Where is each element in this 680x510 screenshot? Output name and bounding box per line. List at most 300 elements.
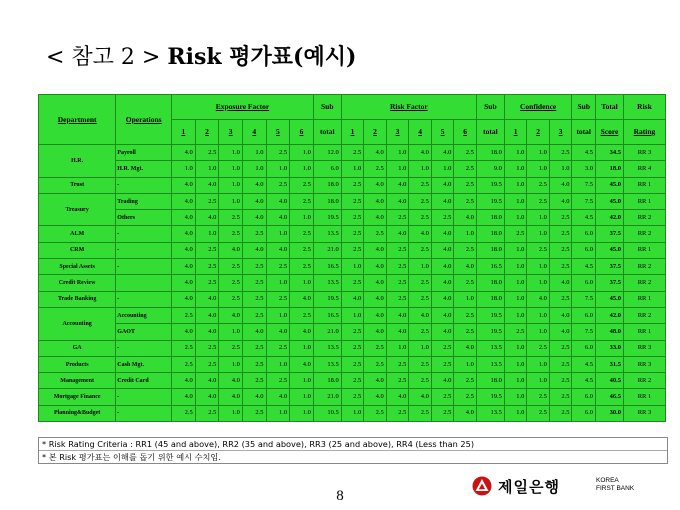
risk-value-cell: 1.0 <box>409 161 432 177</box>
risk-value-cell: 2.5 <box>386 356 409 372</box>
confidence-value-cell: 2.5 <box>527 405 550 421</box>
confidence-value-cell: 1.0 <box>504 210 527 226</box>
confidence-value-cell: 1.0 <box>527 259 550 275</box>
operation-cell: - <box>116 389 172 405</box>
confidence-value-cell: 1.0 <box>504 340 527 356</box>
risk-subtotal-cell: 13.5 <box>476 340 504 356</box>
risk-value-cell: 4.0 <box>454 340 477 356</box>
risk-rating-cell: RR 1 <box>623 324 665 340</box>
risk-col-5: 5 <box>431 120 454 145</box>
table-row <box>39 259 666 275</box>
risk-value-cell: 2.5 <box>454 145 477 161</box>
header-risk-factor: Risk Factor <box>341 95 476 120</box>
confidence-value-cell: 1.0 <box>504 389 527 405</box>
exposure-value-cell: 2.5 <box>266 340 290 356</box>
risk-value-cell: 2.5 <box>341 356 364 372</box>
confidence-value-cell: 2.5 <box>549 405 572 421</box>
risk-value-cell: 2.5 <box>454 373 477 389</box>
risk-value-cell: 2.5 <box>454 193 477 209</box>
confidence-value-cell: 4.0 <box>549 275 572 291</box>
exposure-subtotal-cell: 21.0 <box>313 324 341 340</box>
exposure-subtotal-cell: 21.0 <box>313 242 341 258</box>
exposure-value-cell: 4.0 <box>242 389 266 405</box>
risk-value-cell: 4.0 <box>386 193 409 209</box>
risk-value-cell: 2.5 <box>386 405 409 421</box>
header-exposure-factor: Exposure Factor <box>172 95 314 120</box>
table-row <box>39 275 666 291</box>
confidence-value-cell: 1.0 <box>504 356 527 372</box>
exposure-value-cell: 2.5 <box>195 145 219 161</box>
risk-value-cell: 1.0 <box>409 340 432 356</box>
confidence-value-cell: 2.5 <box>549 145 572 161</box>
department-cell: Planning&Budget <box>39 405 116 421</box>
exposure-value-cell: 4.0 <box>172 145 196 161</box>
department-cell: Mortgage Finance <box>39 389 116 405</box>
risk-value-cell: 2.5 <box>341 226 364 242</box>
title-main: Risk 평가표(예시) <box>167 44 357 70</box>
exposure-value-cell: 2.5 <box>242 259 266 275</box>
risk-value-cell: 4.0 <box>431 193 454 209</box>
confidence-value-cell: 4.0 <box>527 291 550 307</box>
department-cell: Special Assets <box>39 259 116 275</box>
risk-value-cell: 4.0 <box>409 145 432 161</box>
table-row <box>39 193 666 209</box>
table-row <box>39 340 666 356</box>
exposure-value-cell: 4.0 <box>195 324 219 340</box>
risk-value-cell: 4.0 <box>364 324 387 340</box>
total-score-cell: 45.0 <box>596 177 624 193</box>
exposure-value-cell: 1.0 <box>290 161 314 177</box>
confidence-subtotal-cell: 4.5 <box>572 145 596 161</box>
operation-cell: Others <box>116 210 172 226</box>
exposure-value-cell: 1.0 <box>290 210 314 226</box>
exposure-subtotal-cell: 16.5 <box>313 307 341 323</box>
confidence-subtotal-cell: 3.0 <box>572 161 596 177</box>
department-cell: CRM <box>39 242 116 258</box>
confidence-subtotal-cell: 7.5 <box>572 324 596 340</box>
risk-value-cell: 2.5 <box>364 356 387 372</box>
exposure-value-cell: 4.0 <box>242 324 266 340</box>
confidence-value-cell: 1.0 <box>504 307 527 323</box>
risk-value-cell: 4.0 <box>431 145 454 161</box>
header-risk-top: Risk <box>623 95 665 120</box>
risk-value-cell: 2.5 <box>431 389 454 405</box>
risk-subtotal-cell: 19.5 <box>476 324 504 340</box>
header-total-score-top: Total <box>596 95 624 120</box>
total-score-cell: 34.5 <box>596 145 624 161</box>
exposure-subtotal-cell: 6.0 <box>313 161 341 177</box>
exposure-subtotal-cell: 19.5 <box>313 210 341 226</box>
exposure-col-2: 2 <box>195 120 219 145</box>
confidence-subtotal-cell: 6.0 <box>572 340 596 356</box>
department-cell: Treasury <box>39 193 116 226</box>
risk-value-cell: 4.0 <box>386 324 409 340</box>
exposure-value-cell: 2.5 <box>266 145 290 161</box>
risk-rating-cell: RR 2 <box>623 226 665 242</box>
exposure-col-1: 1 <box>172 120 196 145</box>
exposure-value-cell: 2.5 <box>172 340 196 356</box>
bank-name-english-line-1: KOREA <box>596 477 619 484</box>
total-score-cell: 40.5 <box>596 373 624 389</box>
confidence-value-cell: 2.5 <box>549 356 572 372</box>
risk-value-cell: 2.5 <box>454 275 477 291</box>
confidence-value-cell: 1.0 <box>504 242 527 258</box>
department-cell: Products <box>39 356 116 372</box>
risk-value-cell: 2.5 <box>386 373 409 389</box>
risk-value-cell: 2.5 <box>409 373 432 389</box>
header-operations: Operations <box>116 95 172 145</box>
bank-name-korean: 제일은행 <box>498 478 560 496</box>
risk-value-cell: 1.0 <box>341 161 364 177</box>
exposure-value-cell: 2.5 <box>195 356 219 372</box>
bank-name-english-line-2: FIRST BANK <box>596 484 635 492</box>
exposure-value-cell: 2.5 <box>195 193 219 209</box>
confidence-value-cell: 1.0 <box>527 145 550 161</box>
risk-col-4: 4 <box>409 120 432 145</box>
risk-value-cell: 2.5 <box>364 340 387 356</box>
risk-value-cell: 2.5 <box>431 210 454 226</box>
department-cell: Credit Review <box>39 275 116 291</box>
risk-subtotal-cell: 18.0 <box>476 373 504 389</box>
total-score-cell: 37.5 <box>596 259 624 275</box>
header-confidence: Confidence <box>504 95 572 120</box>
risk-value-cell: 4.0 <box>454 210 477 226</box>
confidence-value-cell: 2.5 <box>549 242 572 258</box>
operation-cell <box>116 275 172 291</box>
exposure-value-cell: 1.0 <box>266 275 290 291</box>
risk-value-cell: 4.0 <box>364 389 387 405</box>
risk-value-cell: 4.0 <box>454 405 477 421</box>
risk-value-cell: 2.5 <box>454 324 477 340</box>
total-score-cell: 45.0 <box>596 291 624 307</box>
bank-logo-icon <box>472 476 492 496</box>
total-score-cell: 42.0 <box>596 307 624 323</box>
risk-rating-cell: RR 2 <box>623 275 665 291</box>
confidence-subtotal-cell: 6.0 <box>572 242 596 258</box>
exposure-value-cell: 2.5 <box>242 307 266 323</box>
exposure-value-cell: 1.0 <box>290 145 314 161</box>
risk-value-cell: 1.0 <box>341 259 364 275</box>
risk-subtotal-cell: 18.0 <box>476 210 504 226</box>
table-row <box>39 161 666 177</box>
confidence-value-cell: 2.5 <box>549 210 572 226</box>
risk-rating-cell: RR 2 <box>623 210 665 226</box>
risk-rating-cell: RR 1 <box>623 389 665 405</box>
risk-value-cell: 2.5 <box>431 340 454 356</box>
operation-cell: - <box>116 259 172 275</box>
risk-subtotal-cell: 18.0 <box>476 275 504 291</box>
department-cell: GA <box>39 340 116 356</box>
confidence-col-3: 3 <box>549 120 572 145</box>
table-row <box>39 307 666 323</box>
risk-value-cell: 2.5 <box>341 340 364 356</box>
risk-rating-cell: RR 1 <box>623 291 665 307</box>
risk-subtotal-cell: 18.0 <box>476 226 504 242</box>
confidence-value-cell: 2.5 <box>549 389 572 405</box>
exposure-value-cell: 4.0 <box>266 389 290 405</box>
confidence-subtotal-cell: 4.5 <box>572 356 596 372</box>
operation-cell: Accounting <box>116 307 172 323</box>
exposure-value-cell: 2.5 <box>266 259 290 275</box>
risk-value-cell: 4.0 <box>431 307 454 323</box>
exposure-value-cell: 4.0 <box>195 373 219 389</box>
risk-value-cell: 1.0 <box>386 161 409 177</box>
confidence-value-cell: 1.0 <box>527 324 550 340</box>
operation-cell: H.R. Mgt. <box>116 161 172 177</box>
confidence-value-cell: 1.0 <box>504 259 527 275</box>
confidence-value-cell: 2.5 <box>549 291 572 307</box>
confidence-value-cell: 2.5 <box>549 373 572 389</box>
confidence-subtotal-cell: 6.0 <box>572 226 596 242</box>
risk-value-cell: 4.0 <box>364 275 387 291</box>
exposure-value-cell: 2.5 <box>172 405 196 421</box>
confidence-value-cell: 2.5 <box>527 242 550 258</box>
confidence-value-cell: 1.0 <box>504 275 527 291</box>
exposure-value-cell: 4.0 <box>172 242 196 258</box>
confidence-value-cell: 1.0 <box>504 177 527 193</box>
confidence-value-cell: 1.0 <box>549 161 572 177</box>
risk-rating-cell: RR 1 <box>623 242 665 258</box>
risk-rating-cell: RR 2 <box>623 259 665 275</box>
risk-value-cell: 2.5 <box>341 275 364 291</box>
risk-value-cell: 2.5 <box>341 210 364 226</box>
confidence-value-cell: 2.5 <box>549 259 572 275</box>
exposure-subtotal-cell: 13.5 <box>313 356 341 372</box>
total-score-cell: 30.0 <box>596 405 624 421</box>
table-row <box>39 389 666 405</box>
risk-value-cell: 1.0 <box>386 340 409 356</box>
exposure-value-cell: 4.0 <box>195 210 219 226</box>
exposure-value-cell: 4.0 <box>290 356 314 372</box>
exposure-value-cell: 1.0 <box>242 161 266 177</box>
risk-value-cell: 1.0 <box>409 259 432 275</box>
exposure-value-cell: 4.0 <box>172 291 196 307</box>
risk-value-cell: 2.5 <box>454 242 477 258</box>
operation-cell: - <box>116 242 172 258</box>
exposure-subtotal-cell: 16.5 <box>313 259 341 275</box>
exposure-value-cell: 2.5 <box>195 259 219 275</box>
risk-value-cell: 4.0 <box>431 373 454 389</box>
risk-value-cell: 4.0 <box>386 226 409 242</box>
risk-value-cell: 2.5 <box>454 389 477 405</box>
risk-col-6: 6 <box>454 120 477 145</box>
risk-col-1: 1 <box>341 120 364 145</box>
exposure-value-cell: 1.0 <box>290 275 314 291</box>
confidence-value-cell: 2.5 <box>504 324 527 340</box>
total-score-cell: 31.5 <box>596 356 624 372</box>
exposure-value-cell: 4.0 <box>242 210 266 226</box>
table-row <box>39 405 666 421</box>
exposure-subtotal-cell: 12.0 <box>313 145 341 161</box>
department-cell: Trust <box>39 177 116 193</box>
exposure-value-cell: 4.0 <box>172 193 196 209</box>
exposure-value-cell: 2.5 <box>219 275 243 291</box>
total-score-cell: 45.0 <box>596 242 624 258</box>
risk-rating-cell: RR 4 <box>623 161 665 177</box>
risk-subtotal-cell: 19.5 <box>476 193 504 209</box>
table-row <box>39 145 666 161</box>
risk-subtotal-cell: 9.0 <box>476 161 504 177</box>
confidence-value-cell: 4.0 <box>549 307 572 323</box>
risk-value-cell: 4.0 <box>431 259 454 275</box>
risk-value-cell: 4.0 <box>431 291 454 307</box>
risk-value-cell: 4.0 <box>431 324 454 340</box>
risk-value-cell: 2.5 <box>454 307 477 323</box>
exposure-value-cell: 4.0 <box>172 259 196 275</box>
confidence-subtotal-cell: 6.0 <box>572 275 596 291</box>
header-risk-sub: Sub <box>476 95 504 120</box>
confidence-value-cell: 1.0 <box>527 161 550 177</box>
exposure-value-cell: 4.0 <box>266 210 290 226</box>
operation-cell: - <box>116 177 172 193</box>
risk-value-cell: 2.5 <box>341 177 364 193</box>
exposure-value-cell: 1.0 <box>195 226 219 242</box>
confidence-value-cell: 2.5 <box>527 193 550 209</box>
exposure-value-cell: 4.0 <box>266 324 290 340</box>
operation-cell: - <box>116 291 172 307</box>
table-row <box>39 356 666 372</box>
risk-value-cell: 2.5 <box>341 373 364 389</box>
risk-value-cell: 2.5 <box>454 177 477 193</box>
exposure-value-cell: 4.0 <box>195 307 219 323</box>
header-exposure-sub: Sub <box>313 95 341 120</box>
confidence-value-cell: 1.0 <box>527 373 550 389</box>
risk-subtotal-cell: 18.0 <box>476 242 504 258</box>
exposure-value-cell: 2.5 <box>290 259 314 275</box>
risk-value-cell: 2.5 <box>386 210 409 226</box>
risk-value-cell: 2.5 <box>364 405 387 421</box>
risk-value-cell: 4.0 <box>386 389 409 405</box>
exposure-value-cell: 1.0 <box>242 145 266 161</box>
exposure-value-cell: 2.5 <box>219 210 243 226</box>
exposure-value-cell: 1.0 <box>290 340 314 356</box>
exposure-value-cell: 4.0 <box>172 226 196 242</box>
exposure-value-cell: 4.0 <box>172 210 196 226</box>
confidence-subtotal-cell: 4.5 <box>572 373 596 389</box>
risk-value-cell: 1.0 <box>454 226 477 242</box>
exposure-value-cell: 4.0 <box>242 242 266 258</box>
exposure-subtotal-cell: 21.0 <box>313 389 341 405</box>
exposure-value-cell: 2.5 <box>266 291 290 307</box>
exposure-subtotal-cell: 18.0 <box>313 193 341 209</box>
exposure-value-cell: 2.5 <box>290 177 314 193</box>
risk-value-cell: 1.0 <box>431 161 454 177</box>
confidence-value-cell: 4.0 <box>549 177 572 193</box>
exposure-value-cell: 1.0 <box>290 373 314 389</box>
confidence-subtotal-cell: 7.5 <box>572 193 596 209</box>
confidence-value-cell: 1.0 <box>527 210 550 226</box>
operation-cell: Cash Mgt. <box>116 356 172 372</box>
exposure-value-cell: 2.5 <box>219 259 243 275</box>
exposure-value-cell: 2.5 <box>195 275 219 291</box>
header-total-score-bottom: Score <box>596 120 624 145</box>
exposure-value-cell: 2.5 <box>242 373 266 389</box>
confidence-value-cell: 1.0 <box>527 356 550 372</box>
notes-box <box>38 437 668 464</box>
exposure-subtotal-cell: 19.5 <box>313 291 341 307</box>
total-score-cell: 18.0 <box>596 161 624 177</box>
risk-value-cell: 2.5 <box>409 275 432 291</box>
bank-logo <box>472 476 652 498</box>
risk-value-cell: 2.5 <box>386 259 409 275</box>
risk-value-cell: 2.5 <box>431 356 454 372</box>
note-example-disclaimer: * 본 Risk 평가표는 이해를 돕기 위한 예시 수치임. <box>42 452 221 462</box>
exposure-subtotal-cell: 18.0 <box>313 177 341 193</box>
exposure-value-cell: 2.5 <box>290 193 314 209</box>
confidence-value-cell: 1.0 <box>504 291 527 307</box>
exposure-value-cell: 2.5 <box>266 373 290 389</box>
confidence-subtotal-cell: 6.0 <box>572 389 596 405</box>
operation-cell: - <box>116 226 172 242</box>
confidence-subtotal-cell: 6.0 <box>572 405 596 421</box>
exposure-value-cell: 2.5 <box>195 242 219 258</box>
exposure-value-cell: 4.0 <box>195 177 219 193</box>
risk-value-cell: 4.0 <box>431 177 454 193</box>
risk-subtotal-cell: 19.5 <box>476 307 504 323</box>
risk-value-cell: 4.0 <box>364 259 387 275</box>
exposure-subtotal-cell: 10.5 <box>313 405 341 421</box>
exposure-value-cell: 4.0 <box>172 275 196 291</box>
exposure-value-cell: 1.0 <box>219 193 243 209</box>
risk-col-3: 3 <box>386 120 409 145</box>
risk-subtotal-cell: 18.0 <box>476 291 504 307</box>
risk-value-cell: 4.0 <box>386 307 409 323</box>
confidence-value-cell: 2.5 <box>527 177 550 193</box>
exposure-value-cell: 4.0 <box>219 389 243 405</box>
exposure-value-cell: 4.0 <box>172 177 196 193</box>
risk-value-cell: 2.5 <box>386 275 409 291</box>
risk-value-cell: 2.5 <box>364 226 387 242</box>
exposure-col-6: 6 <box>290 120 314 145</box>
total-score-cell: 33.0 <box>596 340 624 356</box>
exposure-value-cell: 4.0 <box>219 242 243 258</box>
exposure-col-3: 3 <box>219 120 243 145</box>
total-score-cell: 45.0 <box>596 193 624 209</box>
risk-rating-cell: RR 3 <box>623 356 665 372</box>
exposure-value-cell: 1.0 <box>266 226 290 242</box>
risk-value-cell: 2.5 <box>341 324 364 340</box>
total-score-cell: 37.5 <box>596 275 624 291</box>
exposure-value-cell: 4.0 <box>219 373 243 389</box>
risk-value-cell: 4.0 <box>409 307 432 323</box>
operation-cell: Credit Card <box>116 373 172 389</box>
header-exposure-total: total <box>313 120 341 145</box>
risk-rating-cell: RR 3 <box>623 405 665 421</box>
confidence-col-1: 1 <box>504 120 527 145</box>
header-risk-bottom: Rating <box>623 120 665 145</box>
risk-value-cell: 4.0 <box>454 259 477 275</box>
exposure-value-cell: 1.0 <box>219 177 243 193</box>
risk-value-cell: 4.0 <box>364 242 387 258</box>
risk-value-cell: 2.5 <box>341 145 364 161</box>
exposure-value-cell: 4.0 <box>290 291 314 307</box>
exposure-value-cell: 2.5 <box>242 340 266 356</box>
risk-subtotal-cell: 19.5 <box>476 177 504 193</box>
table-row <box>39 373 666 389</box>
risk-value-cell: 1.0 <box>454 291 477 307</box>
confidence-value-cell: 4.0 <box>549 324 572 340</box>
exposure-value-cell: 4.0 <box>195 389 219 405</box>
risk-rating-cell: RR 1 <box>623 177 665 193</box>
exposure-value-cell: 4.0 <box>290 324 314 340</box>
department-cell: H.R. <box>39 145 116 178</box>
note-risk-criteria: * Risk Rating Criteria : RR1 (45 and above), RR2 (35 and above), RR3 (25 and above), RR4 (Less than 25) <box>39 438 667 451</box>
risk-value-cell: 2.5 <box>341 242 364 258</box>
risk-rating-cell: RR 1 <box>623 193 665 209</box>
exposure-value-cell: 1.0 <box>266 161 290 177</box>
risk-value-cell: 2.5 <box>409 291 432 307</box>
page-title <box>46 40 356 71</box>
